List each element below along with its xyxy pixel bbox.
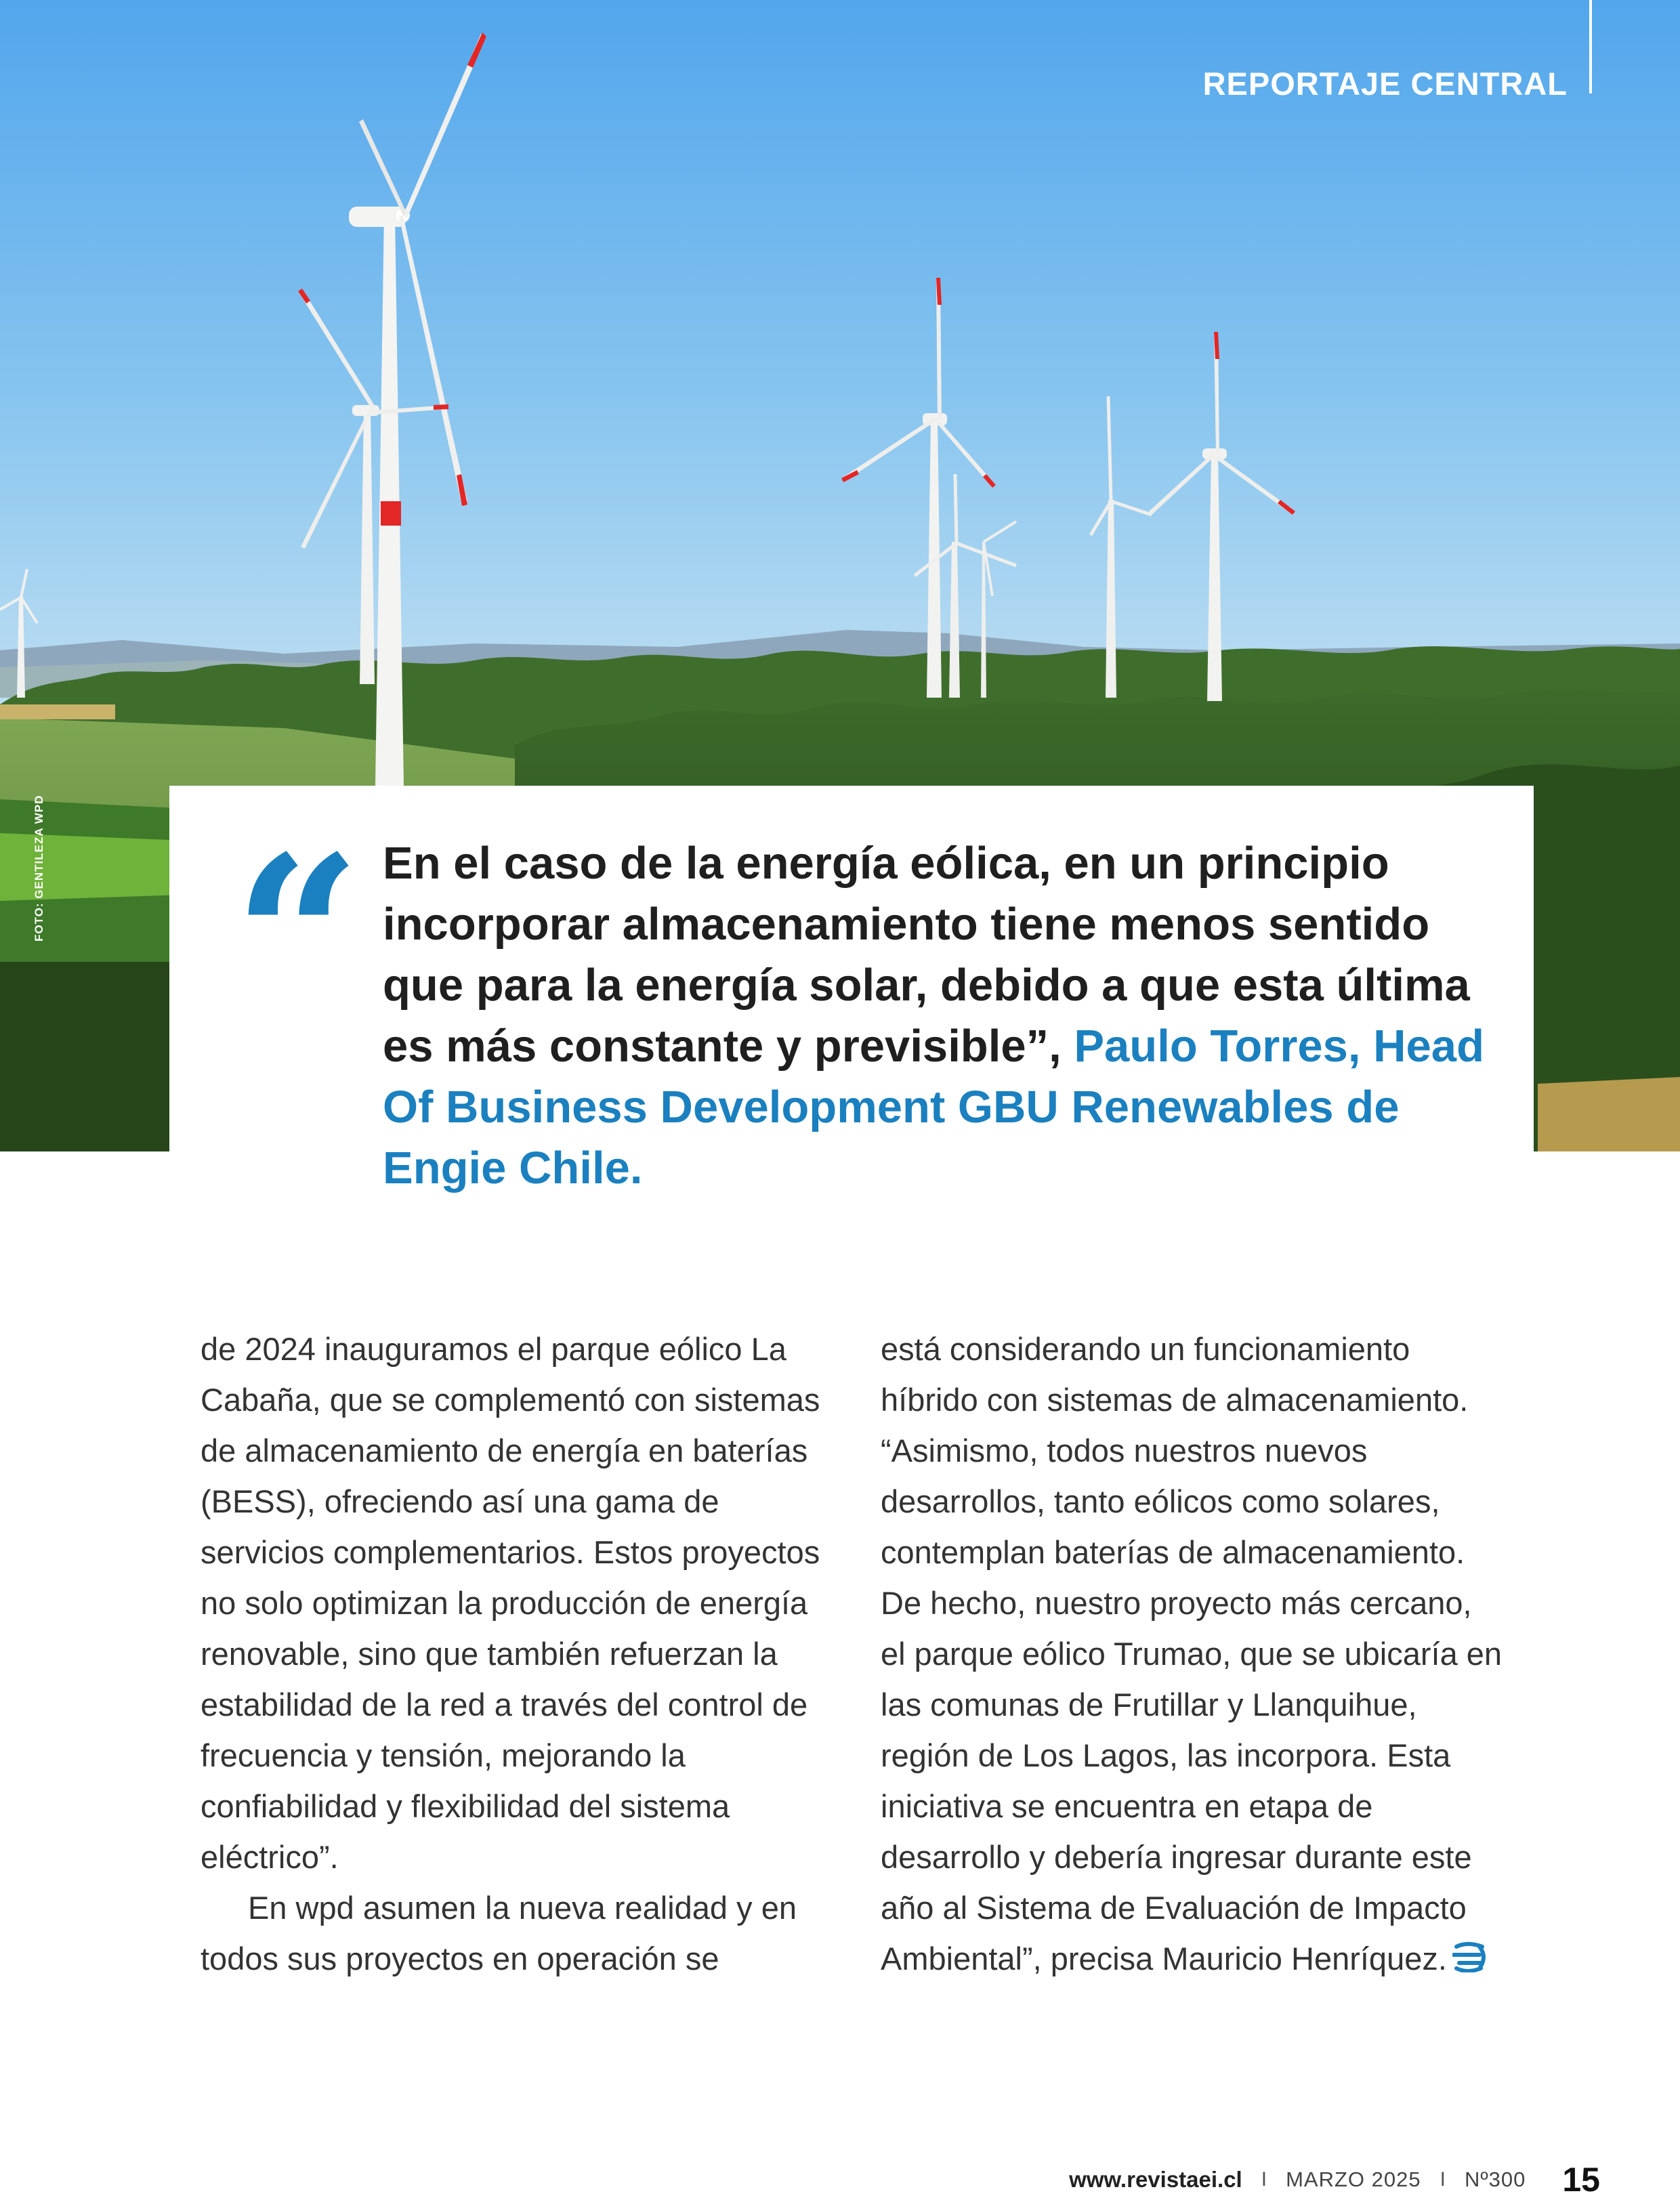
pull-quote-box — [169, 786, 1534, 1219]
page-footer — [1069, 2159, 1600, 2200]
revista-ei-logo-icon — [1452, 1936, 1486, 1987]
footer-separator: I — [1440, 2168, 1446, 2191]
article-column-left — [201, 1324, 824, 1984]
page-number: 15 — [1562, 2161, 1600, 2199]
footer-separator: I — [1261, 2168, 1267, 2191]
article-column-right — [881, 1324, 1504, 1987]
pull-quote-text: En el caso de la energía eólica, en un principio incorporar almacenamiento tiene menos sentido que para la energía solar, debido a que esta última es más constante y previsible”, — [383, 838, 1470, 1072]
footer-website: www.revistaei.cl — [1069, 2167, 1242, 2192]
footer-issue: Nº300 — [1464, 2167, 1526, 2191]
article-paragraph-text: está considerando un funcionamiento híbrido con sistemas de almacenamiento. “Asimismo, todos nuestros nuevos desarrollos, tanto eólicos como solares, contemplan baterías de almacenamiento. De hecho, nuestro proyecto más cercano, el parque eólico Trumao, que se ubicaría en las comunas de Frutillar y Llanquihue, región de Los Lagos, las incorpora. Esta iniciativa se encuentra en etapa de desarrollo y debería ingresar durante este año al Sistema de Evaluación de Impacto Ambiental”, precisa Mauricio Henríquez. — [881, 1331, 1503, 1976]
quote-mark-icon: “ — [233, 807, 362, 1070]
pull-quote — [383, 833, 1494, 1199]
section-rule — [1589, 0, 1592, 93]
article-paragraph: de 2024 inauguramos el parque eólico La Cabaña, que se complementó con sistemas de almacenamiento de energía en baterías (BESS), ofreciendo así una gama de servicios complementarios. Estos proyectos no solo optimizan la producción de energía renovable, sino que también refuerzan la estabilidad de la red a través del control de frecuencia y tensión, mejorando la confiabilidad y flexibilidad del sistema eléctrico”. — [201, 1331, 820, 1875]
article-paragraph: En wpd asumen la nueva realidad y en todos sus proyectos en operación se — [201, 1890, 797, 1976]
pull-quote-attribution: Paulo Torres, Head Of Business Development GBU Renewables de Engie Chile. — [383, 1021, 1484, 1193]
photo-credit: FOTO: GENTILEZA WPD — [33, 795, 45, 942]
article-paragraph — [881, 1324, 1504, 1987]
footer-date: MARZO 2025 — [1286, 2167, 1421, 2191]
section-label: REPORTAJE CENTRAL — [1202, 66, 1568, 102]
